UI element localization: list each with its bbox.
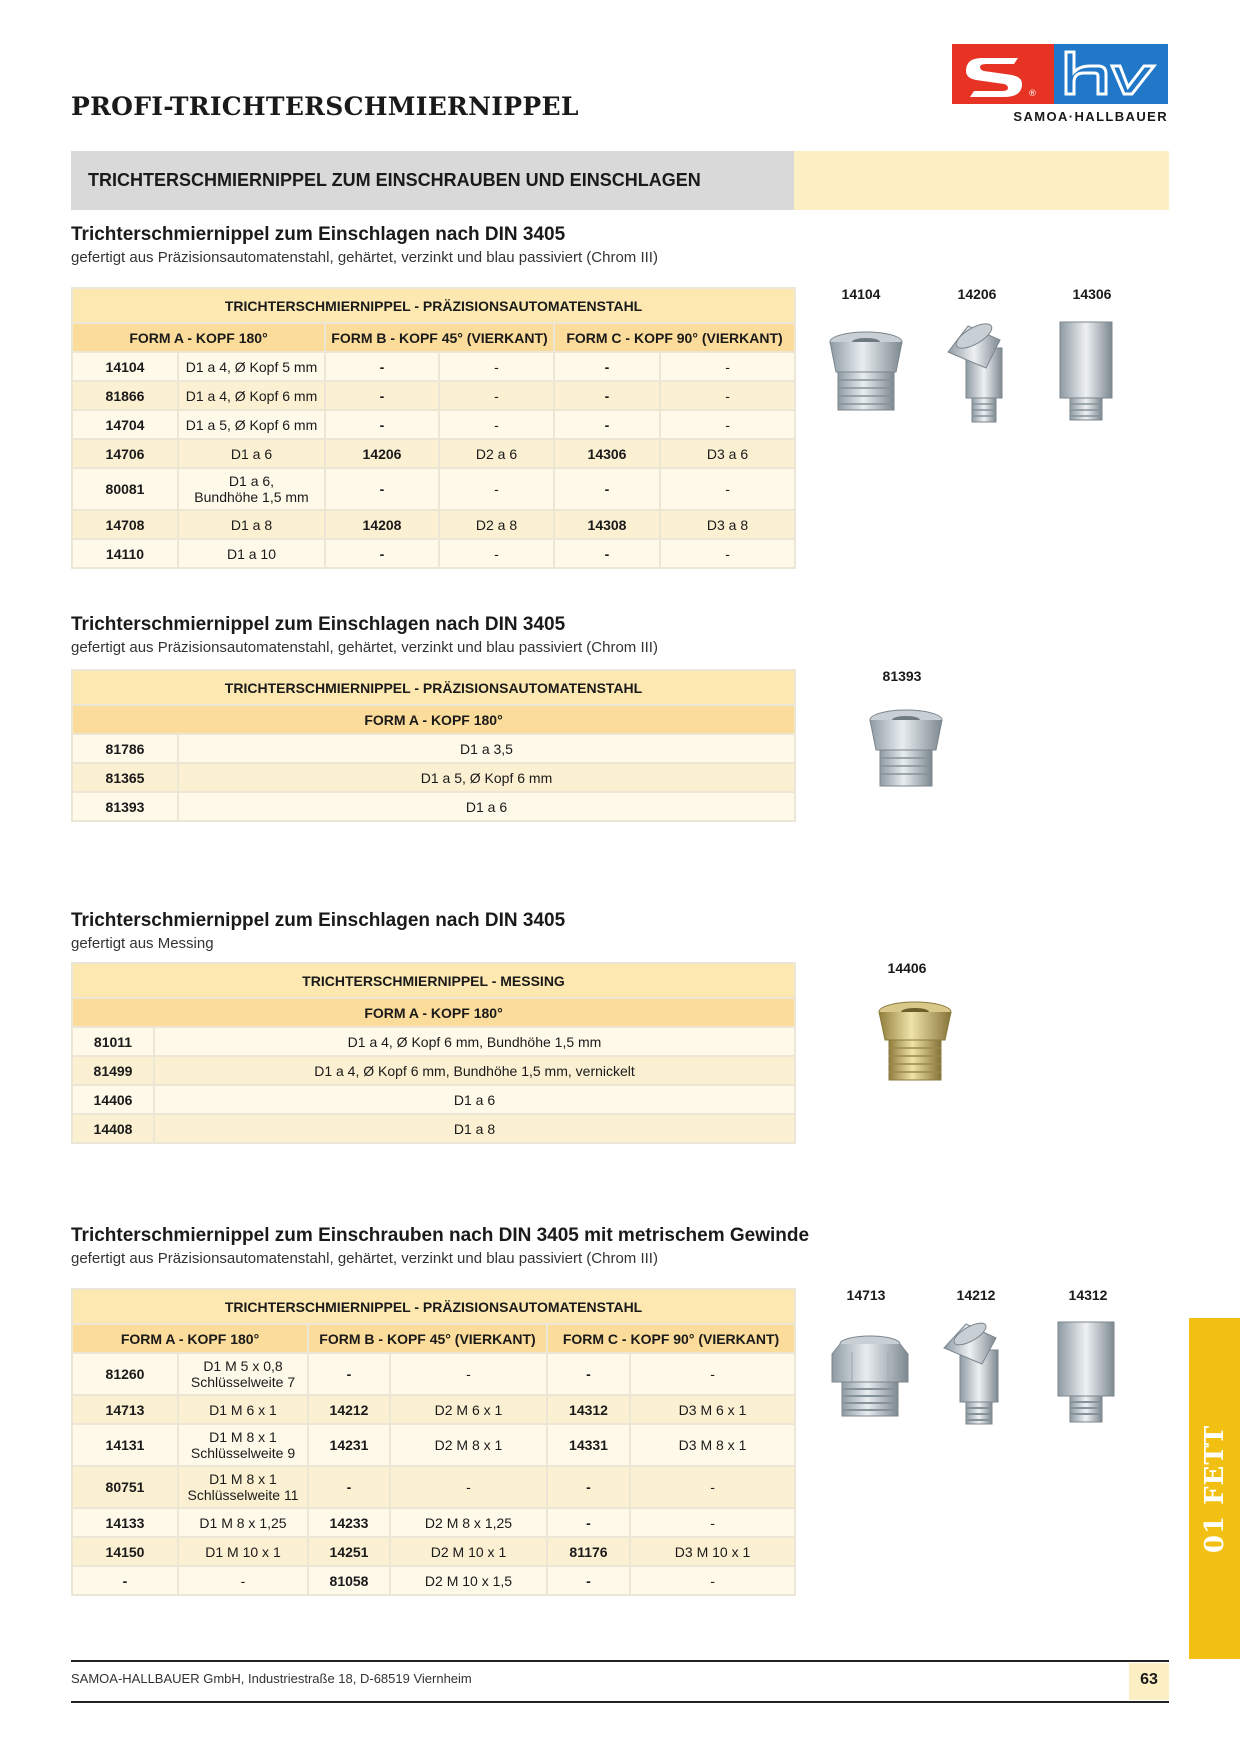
spec-cell: - bbox=[439, 539, 554, 568]
spec-cell: - bbox=[660, 410, 795, 439]
table-row bbox=[72, 763, 795, 792]
table-row bbox=[72, 1353, 795, 1395]
article-number-cell: 81499 bbox=[72, 1056, 154, 1085]
spec-cell: - bbox=[439, 381, 554, 410]
nipple-45-degree-image bbox=[938, 318, 1018, 426]
table-row bbox=[72, 510, 795, 539]
logo-red-block bbox=[952, 44, 1054, 104]
column-header-form-a: FORM A - KOPF 180° bbox=[72, 323, 325, 352]
spec-cell: D3 a 8 bbox=[660, 510, 795, 539]
article-number-cell: 14206 bbox=[325, 439, 439, 468]
table-row bbox=[72, 352, 795, 381]
spec-cell: D3 M 6 x 1 bbox=[630, 1395, 795, 1424]
spec-cell: D1 a 8 bbox=[154, 1114, 795, 1143]
article-number-cell: - bbox=[547, 1566, 630, 1595]
svg-text:®: ® bbox=[1028, 89, 1037, 99]
article-number-cell: - bbox=[325, 352, 439, 381]
section-2-heading: Trichterschmiernippel zum Einschlagen nach DIN 3405 bbox=[71, 614, 566, 635]
spec-cell: D1 a 8 bbox=[178, 510, 325, 539]
article-number-cell: - bbox=[325, 539, 439, 568]
column-header-form-c: FORM C - KOPF 90° (VIERKANT) bbox=[554, 323, 795, 352]
column-header-form-a: FORM A - KOPF 180° bbox=[72, 998, 795, 1027]
table-row bbox=[72, 1466, 795, 1508]
spec-cell: - bbox=[660, 381, 795, 410]
spec-cell: - bbox=[630, 1353, 795, 1395]
article-number-cell: - bbox=[554, 410, 660, 439]
table-row bbox=[72, 1114, 795, 1143]
spec-cell: D1 a 6 bbox=[178, 792, 795, 821]
section-2-table bbox=[71, 669, 796, 822]
spec-cell: D3 a 6 bbox=[660, 439, 795, 468]
column-header-form-c: FORM C - KOPF 90° (VIERKANT) bbox=[547, 1324, 795, 1353]
article-number-cell: 14331 bbox=[547, 1424, 630, 1466]
article-number-cell: - bbox=[554, 352, 660, 381]
spec-cell: D2 M 10 x 1,5 bbox=[390, 1566, 547, 1595]
article-number-cell: 81393 bbox=[72, 792, 178, 821]
table-row bbox=[72, 468, 795, 510]
column-header-form-a: FORM A - KOPF 180° bbox=[72, 705, 795, 734]
article-number-cell: 14312 bbox=[547, 1395, 630, 1424]
spec-cell: - bbox=[660, 352, 795, 381]
section-3-subheading: gefertigt aus Messing bbox=[71, 935, 214, 952]
table-title: TRICHTERSCHMIERNIPPEL - PRÄZISIONSAUTOMATENSTAHL bbox=[72, 670, 795, 705]
article-number-cell: 81260 bbox=[72, 1353, 178, 1395]
spec-cell: - bbox=[439, 410, 554, 439]
footer-address: SAMOA-HALLBAUER GmbH, Industriestraße 18, D-68519 Viernheim bbox=[71, 1671, 472, 1686]
article-number-cell: 14251 bbox=[308, 1537, 390, 1566]
table-title: TRICHTERSCHMIERNIPPEL - PRÄZISIONSAUTOMATENSTAHL bbox=[72, 288, 795, 323]
spec-cell: - bbox=[439, 468, 554, 510]
article-number-cell: 80081 bbox=[72, 468, 178, 510]
table-row bbox=[72, 734, 795, 763]
article-number-cell: 14704 bbox=[72, 410, 178, 439]
article-number-cell: - bbox=[308, 1353, 390, 1395]
article-number-cell: 14208 bbox=[325, 510, 439, 539]
spec-cell: - bbox=[439, 352, 554, 381]
page-title: PROFI-TRICHTERSCHMIERNIPPEL bbox=[71, 92, 579, 121]
section-3-table bbox=[71, 962, 796, 1144]
section-4-table bbox=[71, 1288, 796, 1596]
article-number-cell: 14133 bbox=[72, 1508, 178, 1537]
spec-cell: D1 a 10 bbox=[178, 539, 325, 568]
spec-cell: - bbox=[660, 539, 795, 568]
chapter-tab[interactable] bbox=[1189, 1318, 1240, 1659]
spec-cell: - bbox=[630, 1508, 795, 1537]
spec-cell: - bbox=[390, 1466, 547, 1508]
table-row bbox=[72, 1566, 795, 1595]
article-number-cell: - bbox=[325, 410, 439, 439]
column-header-form-b: FORM B - KOPF 45° (VIERKANT) bbox=[325, 323, 554, 352]
article-number-cell: 14408 bbox=[72, 1114, 154, 1143]
spec-cell: D1 a 6 bbox=[154, 1085, 795, 1114]
article-number-cell: 14706 bbox=[72, 439, 178, 468]
table-row bbox=[72, 1085, 795, 1114]
column-header-form-a: FORM A - KOPF 180° bbox=[72, 1324, 308, 1353]
nipple-hex-straight-image bbox=[828, 1334, 912, 1426]
product-label: 14206 bbox=[957, 286, 997, 302]
product-label: 14713 bbox=[846, 1287, 886, 1303]
footer-divider-top bbox=[71, 1660, 1169, 1662]
table-row bbox=[72, 539, 795, 568]
spec-cell: D2 M 8 x 1 bbox=[390, 1424, 547, 1466]
page-number: 63 bbox=[1140, 1671, 1158, 1688]
product-label: 14406 bbox=[887, 960, 927, 976]
article-number-cell: 14233 bbox=[308, 1508, 390, 1537]
spec-cell: D1 a 3,5 bbox=[178, 734, 795, 763]
spec-cell: D2 M 6 x 1 bbox=[390, 1395, 547, 1424]
spec-cell: D2 M 8 x 1,25 bbox=[390, 1508, 547, 1537]
spec-cell: D1 a 6 bbox=[178, 439, 325, 468]
spec-cell: D2 a 8 bbox=[439, 510, 554, 539]
category-banner bbox=[71, 151, 1169, 210]
article-number-cell: - bbox=[554, 468, 660, 510]
table-row bbox=[72, 381, 795, 410]
article-number-cell: 14150 bbox=[72, 1537, 178, 1566]
article-number-cell: 81866 bbox=[72, 381, 178, 410]
spec-cell: D3 M 10 x 1 bbox=[630, 1537, 795, 1566]
article-number-cell: - bbox=[547, 1353, 630, 1395]
article-number-cell: - bbox=[325, 381, 439, 410]
chapter-tab-label: 01 FETT bbox=[1199, 1424, 1230, 1553]
article-number-cell: 14110 bbox=[72, 539, 178, 568]
nipple-straight-image bbox=[826, 330, 906, 430]
spec-cell: - bbox=[660, 468, 795, 510]
article-number-cell: 81176 bbox=[547, 1537, 630, 1566]
section-4-heading: Trichterschmiernippel zum Einschrauben nach DIN 3405 mit metrischem Gewinde bbox=[71, 1225, 810, 1246]
article-number-cell: 81058 bbox=[308, 1566, 390, 1595]
table-row bbox=[72, 1537, 795, 1566]
article-number-cell: - bbox=[325, 468, 439, 510]
article-number-cell: 14708 bbox=[72, 510, 178, 539]
article-number-cell: 81365 bbox=[72, 763, 178, 792]
logo-blue-block bbox=[1054, 44, 1168, 104]
section-2-subheading: gefertigt aus Präzisionsautomatenstahl, gehärtet, verzinkt und blau passiviert (Chrom III) bbox=[71, 639, 658, 656]
article-number-cell: - bbox=[72, 1566, 178, 1595]
spec-cell: D1 a 4, Ø Kopf 6 mm, Bundhöhe 1,5 mm bbox=[154, 1027, 795, 1056]
article-number-cell: 14131 bbox=[72, 1424, 178, 1466]
spec-cell: D1 a 4, Ø Kopf 5 mm bbox=[178, 352, 325, 381]
spec-cell: - bbox=[630, 1566, 795, 1595]
article-number-cell: 14212 bbox=[308, 1395, 390, 1424]
article-number-cell: - bbox=[547, 1508, 630, 1537]
table-row bbox=[72, 410, 795, 439]
nipple-straight-image bbox=[866, 708, 946, 798]
article-number-cell: 14306 bbox=[554, 439, 660, 468]
article-number-cell: 81786 bbox=[72, 734, 178, 763]
table-row bbox=[72, 1508, 795, 1537]
table-row bbox=[72, 439, 795, 468]
product-label: 81393 bbox=[882, 668, 922, 684]
nipple-90-degree-image bbox=[1056, 318, 1116, 426]
column-header-form-b: FORM B - KOPF 45° (VIERKANT) bbox=[308, 1324, 547, 1353]
table-row bbox=[72, 1424, 795, 1466]
spec-cell: D1 a 4, Ø Kopf 6 mm, Bundhöhe 1,5 mm, vernickelt bbox=[154, 1056, 795, 1085]
article-number-cell: - bbox=[554, 539, 660, 568]
spec-cell: D1 a 4, Ø Kopf 6 mm bbox=[178, 381, 325, 410]
section-1-heading: Trichterschmiernippel zum Einschlagen nach DIN 3405 bbox=[71, 224, 566, 245]
spec-cell: D1 a 5, Ø Kopf 6 mm bbox=[178, 763, 795, 792]
spec-cell: D1 M 10 x 1 bbox=[178, 1537, 308, 1566]
article-number-cell: - bbox=[554, 381, 660, 410]
article-number-cell: 14308 bbox=[554, 510, 660, 539]
spec-cell: D1 a 5, Ø Kopf 6 mm bbox=[178, 410, 325, 439]
article-number-cell: - bbox=[547, 1466, 630, 1508]
table-row bbox=[72, 1056, 795, 1085]
article-number-cell: 14713 bbox=[72, 1395, 178, 1424]
logo-brand-text: SAMOA·HALLBAUER bbox=[1013, 109, 1168, 124]
table-row bbox=[72, 1395, 795, 1424]
spec-cell: D2 M 10 x 1 bbox=[390, 1537, 547, 1566]
section-3-heading: Trichterschmiernippel zum Einschlagen nach DIN 3405 bbox=[71, 910, 566, 931]
table-title: TRICHTERSCHMIERNIPPEL - MESSING bbox=[72, 963, 795, 998]
section-1-subheading: gefertigt aus Präzisionsautomatenstahl, gehärtet, verzinkt und blau passiviert (Chrom III) bbox=[71, 249, 658, 266]
product-label: 14306 bbox=[1072, 286, 1112, 302]
nipple-hex-90-degree-image bbox=[1054, 1318, 1118, 1428]
article-number-cell: 14104 bbox=[72, 352, 178, 381]
table-row bbox=[72, 792, 795, 821]
section-4-subheading: gefertigt aus Präzisionsautomatenstahl, gehärtet, verzinkt und blau passiviert (Chrom III) bbox=[71, 1250, 658, 1267]
article-number-cell: - bbox=[308, 1466, 390, 1508]
nipple-brass-image bbox=[875, 1000, 955, 1092]
section-1-table bbox=[71, 287, 796, 569]
banner-beige-area bbox=[794, 151, 1169, 210]
spec-cell: D1 M 5 x 0,8 Schlüsselweite 7 bbox=[178, 1353, 308, 1395]
samoa-hallbauer-logo bbox=[952, 44, 1168, 128]
article-number-cell: 81011 bbox=[72, 1027, 154, 1056]
spec-cell: D3 M 8 x 1 bbox=[630, 1424, 795, 1466]
table-row bbox=[72, 1027, 795, 1056]
product-label: 14212 bbox=[956, 1287, 996, 1303]
nipple-hex-45-degree-image bbox=[938, 1318, 1010, 1428]
spec-cell: - bbox=[390, 1353, 547, 1395]
spec-cell: - bbox=[178, 1566, 308, 1595]
spec-cell: - bbox=[630, 1466, 795, 1508]
article-number-cell: 14406 bbox=[72, 1085, 154, 1114]
spec-cell: D2 a 6 bbox=[439, 439, 554, 468]
spec-cell: D1 M 6 x 1 bbox=[178, 1395, 308, 1424]
article-number-cell: 80751 bbox=[72, 1466, 178, 1508]
footer-divider-bottom bbox=[71, 1701, 1169, 1703]
spec-cell: D1 M 8 x 1,25 bbox=[178, 1508, 308, 1537]
product-label: 14104 bbox=[841, 286, 881, 302]
table-title: TRICHTERSCHMIERNIPPEL - PRÄZISIONSAUTOMATENSTAHL bbox=[72, 1289, 795, 1324]
banner-title: TRICHTERSCHMIERNIPPEL ZUM EINSCHRAUBEN UND EINSCHLAGEN bbox=[88, 170, 701, 190]
spec-cell: D1 M 8 x 1 Schlüsselweite 11 bbox=[178, 1466, 308, 1508]
spec-cell: D1 M 8 x 1 Schlüsselweite 9 bbox=[178, 1424, 308, 1466]
spec-cell: D1 a 6, Bundhöhe 1,5 mm bbox=[178, 468, 325, 510]
article-number-cell: 14231 bbox=[308, 1424, 390, 1466]
product-label: 14312 bbox=[1068, 1287, 1108, 1303]
